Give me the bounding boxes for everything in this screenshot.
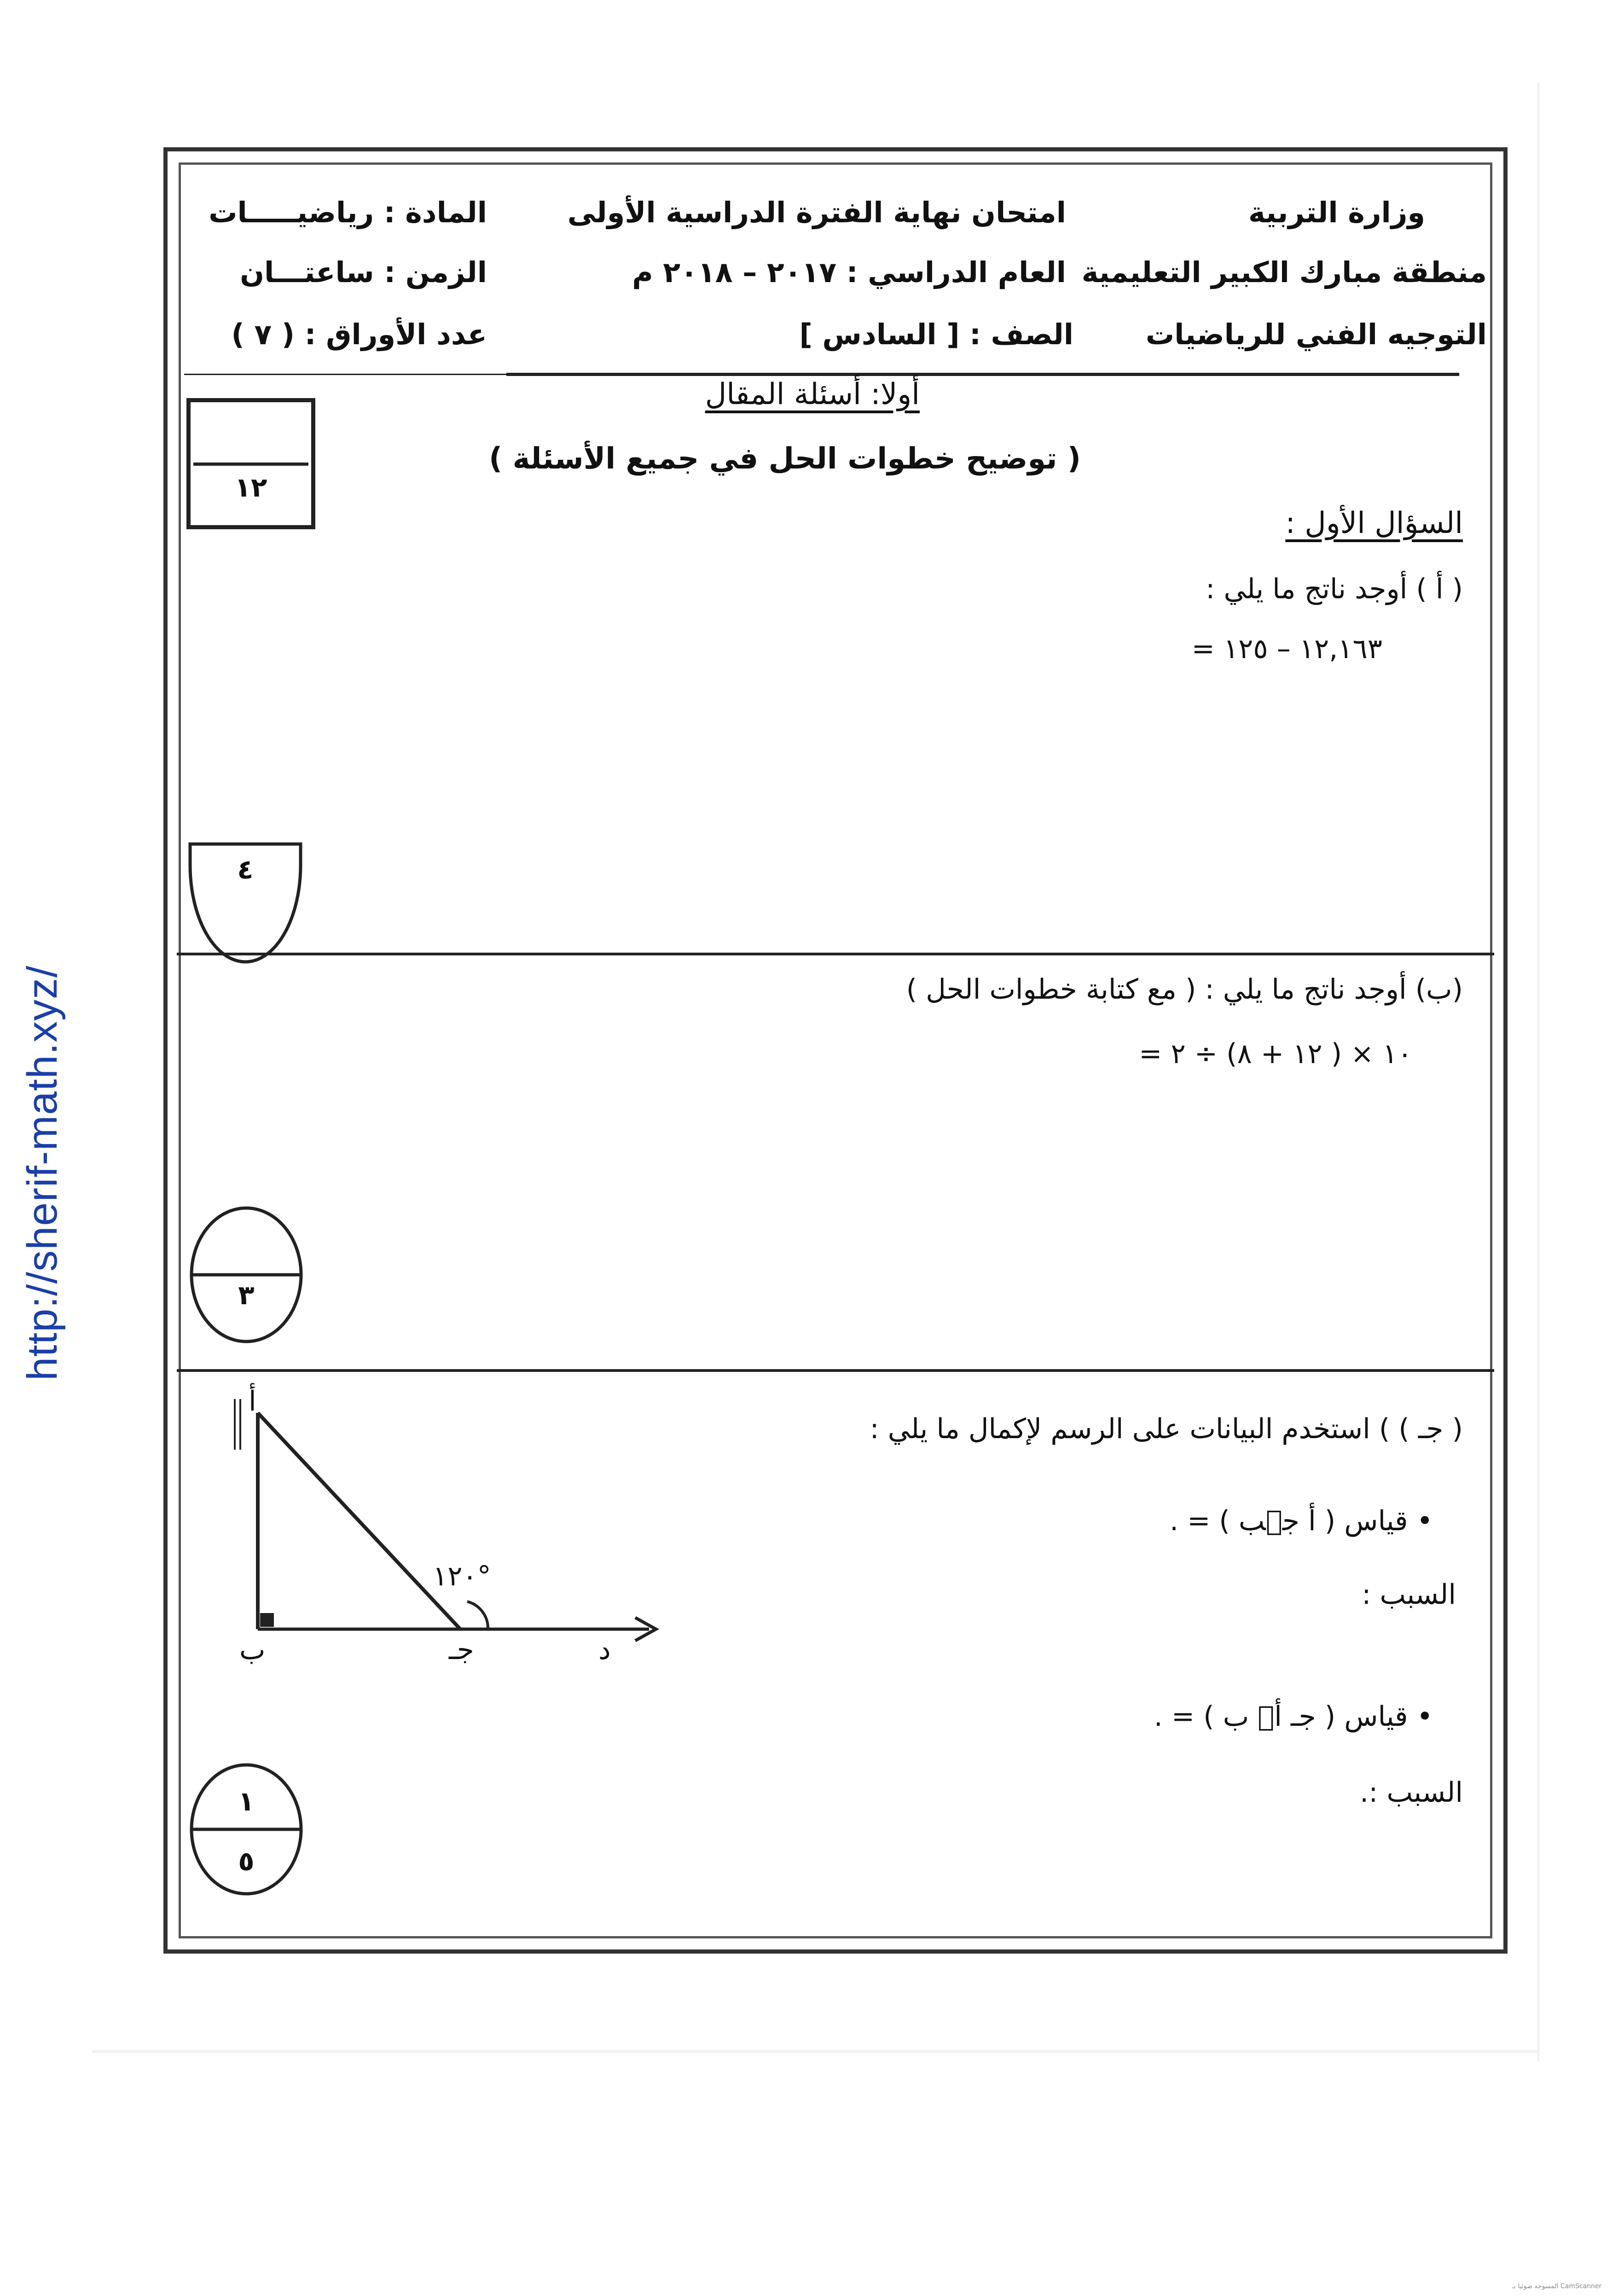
right-angle-marker — [260, 1613, 274, 1627]
part-a-label: ( أ ) أوجد ناتج ما يلي : — [1206, 573, 1463, 605]
ministry-name: وزارة التربية — [1248, 196, 1425, 229]
website-watermark: http://sherif-math.xyz/ — [19, 965, 66, 1381]
part-c-item-1: • قياس ( أ جٛب ) = . — [1169, 1505, 1433, 1537]
academic-year: العام الدراسي : ٢٠١٧ – ٢٠١٨ م — [632, 255, 1066, 289]
vertex-b-label: ب — [239, 1634, 266, 1666]
angle-label: ١٢٠° — [433, 1560, 491, 1592]
subject: المادة : رياضيـــــات — [209, 196, 487, 229]
school-district: منطقة مبارك الكبير التعليمية — [1081, 255, 1487, 289]
part-a-expression: ١٢,١٦٣ – ١٢٥ = — [1191, 633, 1382, 665]
part-c-reason-2: السبب :. — [1360, 1776, 1463, 1809]
grade-level: الصف : [ السادس ] — [799, 318, 1073, 351]
segment-aj — [258, 1413, 460, 1629]
triangle-figure — [221, 1381, 681, 1675]
total-score-value: ١٢ — [234, 472, 267, 503]
scan-edge — [1537, 83, 1539, 2062]
vertex-d-label: د — [598, 1634, 611, 1666]
section-divider-1 — [177, 953, 1494, 955]
scanner-footnote: المسوحة ضوئيا بـ CamScanner — [1512, 2283, 1602, 2290]
section-divider-2 — [177, 1369, 1494, 1372]
part-c-reason-1: السبب : — [1362, 1579, 1456, 1611]
question-title: السؤال الأول : — [1285, 506, 1463, 540]
section-title: أولا: أسئلة المقال — [705, 377, 920, 411]
part-b-score-oval — [189, 1206, 304, 1344]
vertex-a-label: أ — [249, 1385, 256, 1417]
part-b-label: (ب) أوجد ناتج ما يلي : ( مع كتابة خطوات الحل ) — [906, 973, 1463, 1006]
total-score-divider — [193, 463, 308, 466]
vertex-j-label: جـ — [449, 1634, 474, 1666]
header-divider — [506, 373, 1459, 376]
part-c-score-top: ١ — [238, 1786, 255, 1817]
part-a-score-value: ٤ — [237, 854, 254, 885]
part-c-score-bottom: ٥ — [238, 1845, 255, 1877]
part-b-expression: ١٠ × ( ١٢ + ٨) ÷ ٢ = — [1139, 1038, 1412, 1070]
angle-arc — [467, 1602, 488, 1629]
part-c-item-2: • قياس ( جـ أٛ ب ) = . — [1154, 1700, 1433, 1733]
part-c-label: ( جـ ) ) استخدم البيانات على الرسم لإكمال ما يلي : — [870, 1413, 1463, 1445]
instructions: ( توضيح خطوات الحل في جميع الأسئلة ) — [489, 442, 1081, 476]
scan-bottom-shadow — [92, 2050, 1537, 2053]
exam-duration: الزمن : ساعتـــان — [240, 255, 487, 289]
math-department: التوجيه الفني للرياضيات — [1145, 318, 1487, 351]
part-b-score-value: ٣ — [238, 1279, 255, 1311]
header-divider-left — [184, 374, 506, 375]
pages-count: عدد الأوراق : ( ٧ ) — [231, 318, 487, 351]
exam-title: امتحان نهاية الفترة الدراسية الأولى — [567, 196, 1066, 229]
